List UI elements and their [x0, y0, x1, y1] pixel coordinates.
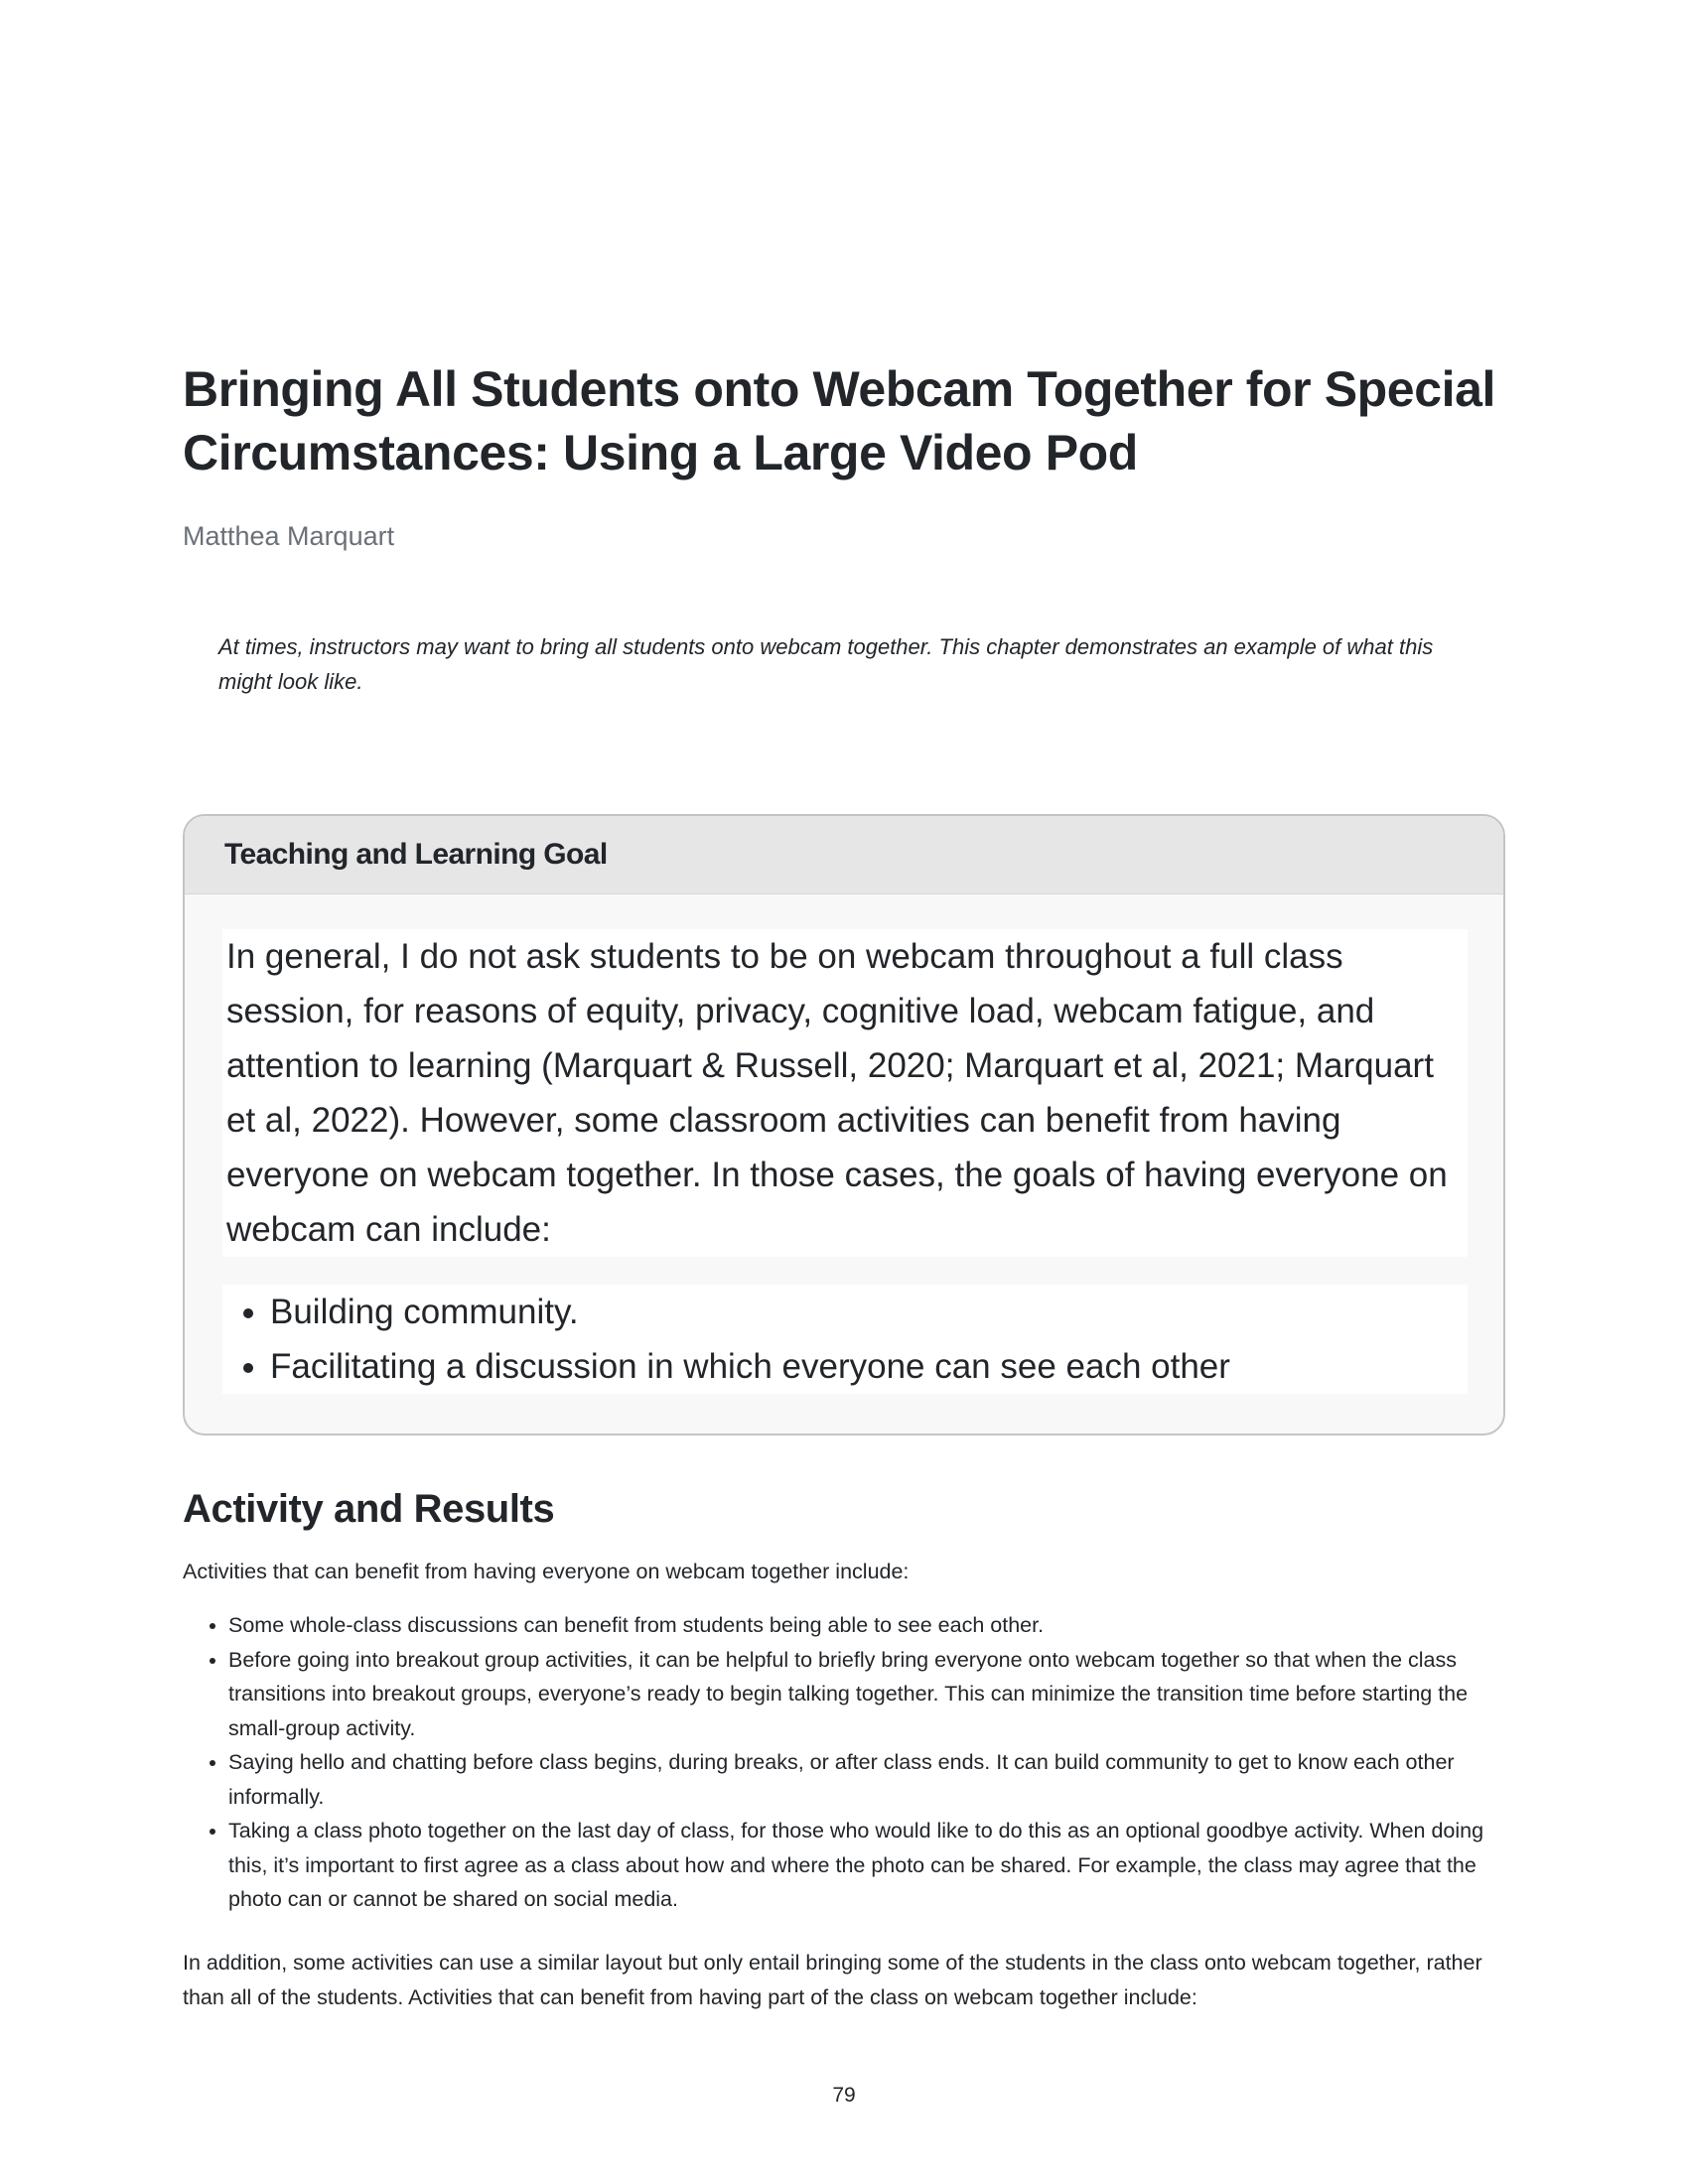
section-closing-paragraph: In addition, some activities can use a similar layout but only entail bringing some of the students in the class onto webcam together, rather than all of the students. Activities that can benefit from having part of the class on webcam together include: [183, 1951, 1482, 2009]
teaching-goal-list [222, 1285, 1468, 1394]
activity-list [183, 1608, 1513, 1917]
list-item: • Some whole-class discussions can benefit from students being able to see each other. [228, 1608, 1513, 1643]
list-item: • Taking a class photo together on the last day of class, for those who would like to do this as an optional goodbye activity. When doing this, it’s important to first agree as a class about how and where the photo can be shared. For example, the class may agree that the photo can or cannot be shared on social media. [228, 1814, 1513, 1917]
list-item: • Facilitating a discussion in which everyone can see each other [270, 1339, 1468, 1394]
section-intro: Activities that can benefit from having everyone on webcam together include: [183, 1560, 910, 1583]
chapter-abstract: At times, instructors may want to bring all students onto webcam together. This chapter demonstrates an example of what this might look like. [218, 634, 1434, 694]
teaching-goal-heading: Teaching and Learning Goal [224, 838, 608, 871]
section-heading: Activity and Results [183, 1487, 555, 1531]
teaching-goal-paragraph: In general, I do not ask students to be on webcam throughout a full class session, for reasons of equity, privacy, cognitive load, webcam fatigue, and attention to learning (Marquart & Russell, 2020; Marquart et al, 2021; Marquart et al, 2022). However, some classroom activities can benefit from having everyone on webcam together. In those cases, the goals of having everyone on webcam can include: [222, 929, 1468, 1257]
list-item: • Saying hello and chatting before class begins, during breaks, or after class ends. It can build community to get to know each other informally. [228, 1745, 1513, 1814]
list-item: • Before going into breakout group activities, it can be helpful to briefly bring everyone onto webcam together so that when the class transitions into breakout groups, everyone’s ready to begin talking together. This can minimize the transition time before starting the small-group activity. [228, 1643, 1513, 1746]
page-number: 79 [832, 2084, 856, 2107]
list-item: • Building community. [270, 1285, 1468, 1339]
teaching-goal-box [183, 814, 1505, 1435]
chapter-author: Matthea Marquart [183, 521, 395, 551]
teaching-goal-header [185, 816, 1503, 894]
chapter-title: Bringing All Students onto Webcam Together for Special Circumstances: Using a Large Video Pod [183, 361, 1496, 480]
